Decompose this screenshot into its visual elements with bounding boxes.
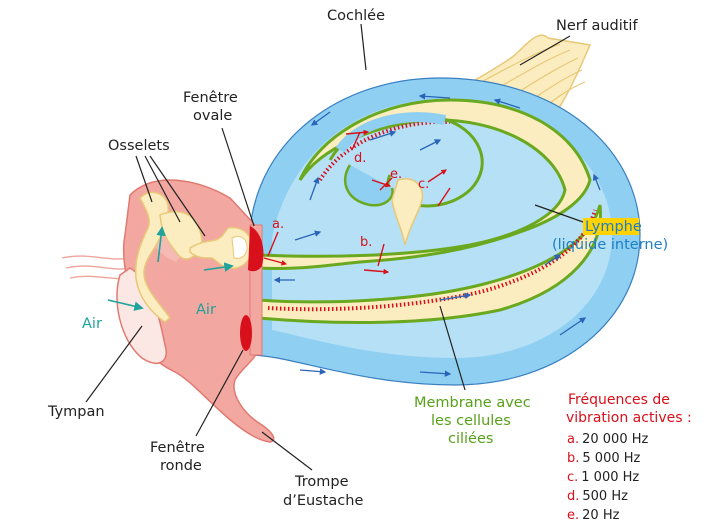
frequency-legend — [566, 392, 692, 523]
marker-a: a. — [272, 217, 285, 232]
marker-e: e. — [390, 167, 403, 182]
label-tympan: Tympan — [48, 404, 105, 420]
label-fenetre-ronde-2: ronde — [160, 458, 202, 474]
label-lymphe: Lymphe — [585, 219, 642, 235]
label-fenetre-ovale-1: Fenêtre — [183, 90, 238, 106]
legend-item-a — [567, 432, 649, 447]
legend-value-d: 500 Hz — [582, 489, 628, 504]
legend-letter-b: b. — [567, 451, 580, 466]
marker-d: d. — [354, 151, 367, 166]
label-membrane-3: ciliées — [448, 431, 494, 447]
legend-value-a: 20 000 Hz — [582, 432, 649, 447]
legend-letter-d: d. — [567, 489, 580, 504]
legend-title-1: Fréquences de — [568, 392, 670, 408]
round-window — [240, 315, 252, 351]
legend-item-d — [567, 489, 628, 504]
legend-value-b: 5 000 Hz — [582, 451, 641, 466]
label-fenetre-ovale-2: ovale — [193, 108, 233, 124]
legend-value-c: 1 000 Hz — [581, 470, 640, 485]
label-air-outer: Air — [82, 316, 102, 332]
label-membrane-1: Membrane avec — [414, 395, 531, 411]
marker-b: b. — [360, 235, 373, 250]
label-liquide-interne: (liquide interne) — [552, 237, 669, 253]
legend-value-e: 20 Hz — [582, 508, 620, 523]
legend-letter-e: e. — [567, 508, 580, 523]
legend-letter-a: a. — [567, 432, 580, 447]
label-trompe-2: d’Eustache — [283, 493, 364, 509]
legend-item-e — [567, 508, 620, 523]
legend-title-2: vibration actives : — [566, 410, 692, 426]
label-air-inner: Air — [196, 302, 216, 318]
marker-c: c. — [418, 177, 430, 192]
legend-item-c — [567, 470, 639, 485]
label-fenetre-ronde-1: Fenêtre — [150, 440, 205, 456]
label-cochlee: Cochlée — [327, 8, 386, 24]
label-trompe-1: Trompe — [295, 474, 349, 490]
cochlea-spiral — [250, 78, 640, 385]
label-membrane-2: les cellules — [431, 413, 511, 429]
legend-letter-c: c. — [567, 470, 579, 485]
label-nerf-auditif: Nerf auditif — [556, 18, 638, 34]
label-osselets: Osselets — [108, 138, 170, 154]
legend-item-b — [567, 451, 641, 466]
